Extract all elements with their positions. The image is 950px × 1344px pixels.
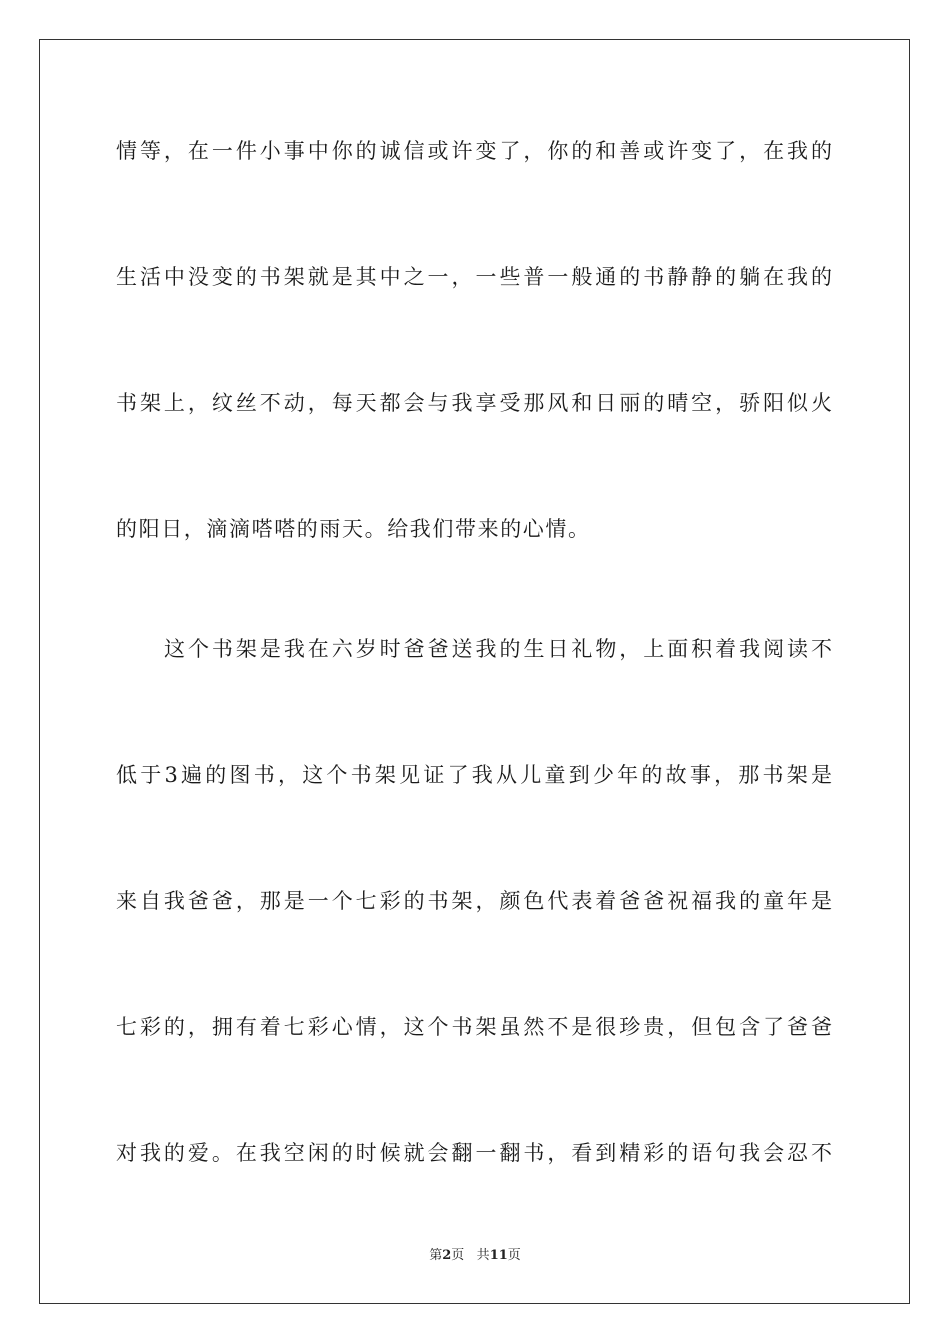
paragraph-line-3: 书架上，纹丝不动，每天都会与我享受那风和日丽的晴空，骄阳似火 [116, 391, 832, 415]
page-footer [0, 1247, 950, 1265]
paragraph-line-9: 对我的爱。在我空闲的时候就会翻一翻书，看到精彩的语句我会忍不 [116, 1141, 832, 1165]
paragraph-line-2: 生活中没变的书架就是其中之一，一些普一般通的书静静的躺在我的 [116, 265, 832, 289]
paragraph-line-6: 低于3遍的图书，这个书架见证了我从儿童到少年的故事，那书架是 [116, 763, 832, 787]
total-label-suffix: 页 [507, 1248, 521, 1263]
page-label-prefix: 第 [429, 1248, 443, 1263]
page-label-suffix: 页 [451, 1248, 465, 1263]
current-page-number: 2 [442, 1248, 452, 1263]
page-border [39, 39, 910, 1304]
total-label-prefix: 共 [476, 1248, 490, 1263]
paragraph-line-1: 情等，在一件小事中你的诚信或许变了，你的和善或许变了，在我的 [116, 139, 832, 163]
paragraph-line-4: 的阳日，滴滴嗒嗒的雨天。给我们带来的心情。 [116, 517, 591, 541]
total-pages-number: 11 [489, 1248, 508, 1263]
paragraph-line-7: 来自我爸爸，那是一个七彩的书架，颜色代表着爸爸祝福我的童年是 [116, 889, 832, 913]
paragraph-line-8: 七彩的，拥有着七彩心情，这个书架虽然不是很珍贵，但包含了爸爸 [116, 1015, 832, 1039]
paragraph-line-5: 这个书架是我在六岁时爸爸送我的生日礼物，上面积着我阅读不 [164, 637, 832, 661]
